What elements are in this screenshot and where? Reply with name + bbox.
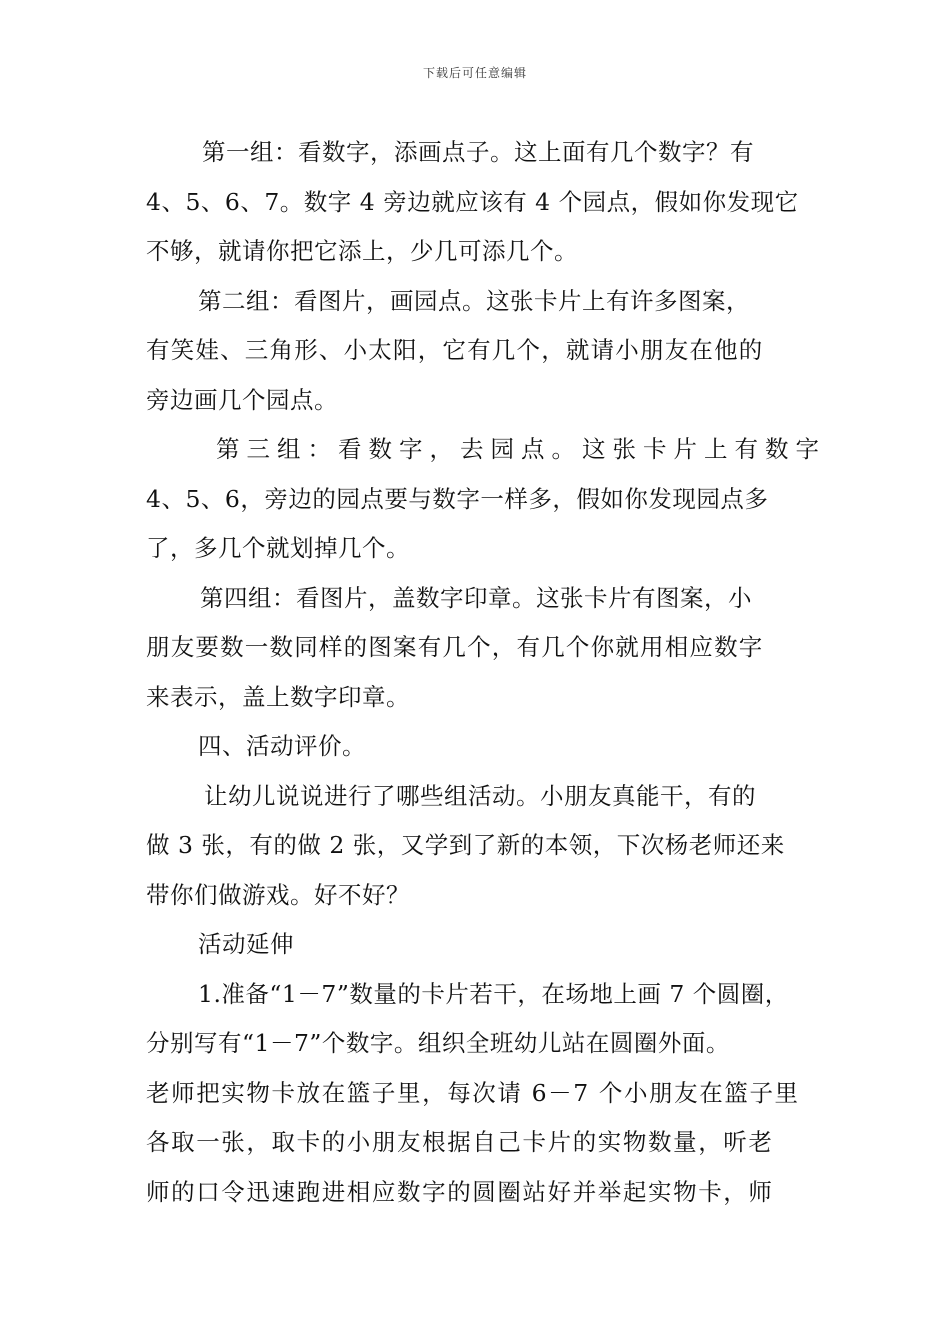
header-note: 下载后可任意编辑 (422, 66, 527, 80)
paragraph-line: 1.准备“1－7”数量的卡片若干，在场地上画 7 个圆圈， (198, 979, 789, 1008)
paragraph-line: 带你们做游戏。好不好？ (146, 880, 410, 909)
paragraph-line: 旁边画几个园点。 (146, 385, 338, 414)
paragraph-line: 第一组：看数字，添画点子。这上面有几个数字？有 (202, 138, 754, 166)
paragraph-line: 来表示，盖上数字印章。 (146, 682, 410, 711)
paragraph-line: 各取一张，取卡的小朋友根据自己卡片的实物数量，听老 (146, 1128, 774, 1156)
paragraph-line: 第二组：看图片，画园点。这张卡片上有许多图案， (198, 286, 750, 315)
paragraph-line: 老师把实物卡放在篮子里，每次请 6－7 个小朋友在篮子里 (146, 1078, 800, 1107)
paragraph-line: 做 3 张，有的做 2 张，又学到了新的本领，下次杨老师还来 (146, 831, 785, 859)
paragraph-line: 不够，就请你把它添上，少几可添几个。 (146, 237, 578, 265)
paragraph-line: 分别写有“1－7”个数字。组织全班幼儿站在圆圈外面。 (146, 1029, 730, 1057)
paragraph-line: 朋友要数一数同样的图案有几个，有几个你就用相应数字 (146, 633, 764, 661)
paragraph-line: 让幼儿说说进行了哪些组活动。小朋友真能干，有的 (204, 781, 756, 810)
paragraph-line: 第四组：看图片，盖数字印章。这张卡片有图案，小 (200, 583, 752, 612)
section-heading: 四、活动评价。 (198, 732, 366, 760)
paragraph-line: 师的口令迅速跑进相应数字的圆圈站好并举起实物卡，师 (146, 1177, 774, 1206)
paragraph-line: 有笑娃、三角形、小太阳，它有几个，就请小朋友在他的 (146, 336, 764, 364)
paragraph-line: 第三组：看数字，去园点。这张卡片上有数字 (216, 435, 826, 463)
paragraph-line: 4、5、6，旁边的园点要与数字一样多，假如你发现园点多 (146, 484, 769, 513)
paragraph-line: 4、5、6、7。数字 4 旁边就应该有 4 个园点，假如你发现它 (146, 187, 799, 216)
document-body (146, 128, 826, 1217)
paragraph-line: 了，多几个就划掉几个。 (146, 534, 410, 562)
section-heading: 活动延伸 (198, 930, 294, 958)
